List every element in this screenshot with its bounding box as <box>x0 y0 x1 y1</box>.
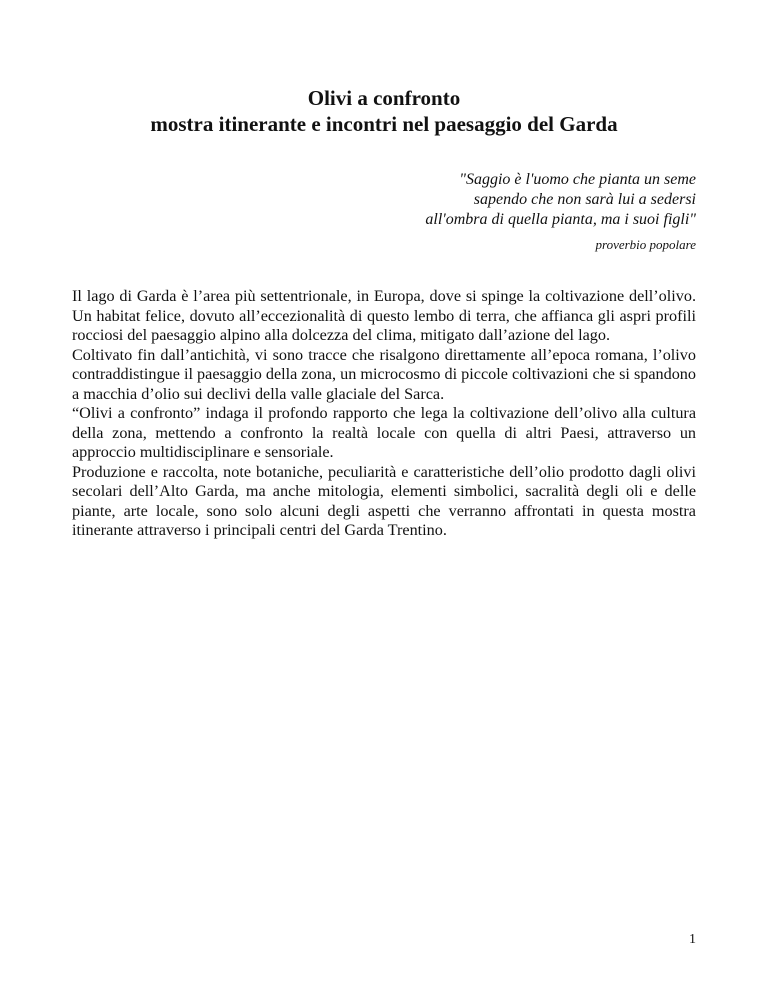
document-title: Olivi a confronto <box>307 86 461 110</box>
paragraph: Produzione e raccolta, note botaniche, peculiarità e caratteristiche dell’olio prodotto dagli olivi secolari dell’Alto Garda, ma anche mitologia, elementi simbolici, sacralità degli oli e delle piante, arte locale, sono solo alcuni degli aspetti che verranno affrontati in questa mostra itinerante attraverso i principali centri del Garda Trentino. <box>72 462 696 539</box>
paragraph: “Olivi a confronto” indaga il profondo rapporto che lega la coltivazione dell’olivo alla cultura della zona, mettendo a confronto la realtà locale con quella di altri Paesi, attraverso un approccio multidisciplinare e sensoriale. <box>72 404 696 461</box>
page-number: 1 <box>689 932 696 947</box>
epigraph-line: sapendo che non sarà lui a sedersi <box>473 191 696 208</box>
paragraph: Il lago di Garda è l’area più settentrionale, in Europa, dove si spinge la coltivazione dell’olivo. Un habitat felice, dovuto all’eccezionalità di questo lembo di terra, che affianca gli aspri profili rocciosi del paesaggio alpino alla dolcezza del clima, mitigato dall’azione del lago. <box>72 287 696 344</box>
epigraph-line: all'ombra di quella pianta, ma i suoi figli" <box>425 211 696 228</box>
body-text <box>72 287 696 541</box>
document-subtitle: mostra itinerante e incontri nel paesaggio del Garda <box>150 112 618 136</box>
epigraph-quote <box>425 170 696 230</box>
paragraph: Coltivato fin dall’antichità, vi sono tracce che risalgono direttamente all’epoca romana, l’olivo contraddistingue il paesaggio della zona, un microcosmo di piccole coltivazioni che si spandono a macchia d’olio sui declivi della valle glaciale del Sarca. <box>72 345 696 403</box>
epigraph-line: "Saggio è l'uomo che pianta un seme <box>459 171 696 188</box>
epigraph-source: proverbio popolare <box>595 237 696 252</box>
